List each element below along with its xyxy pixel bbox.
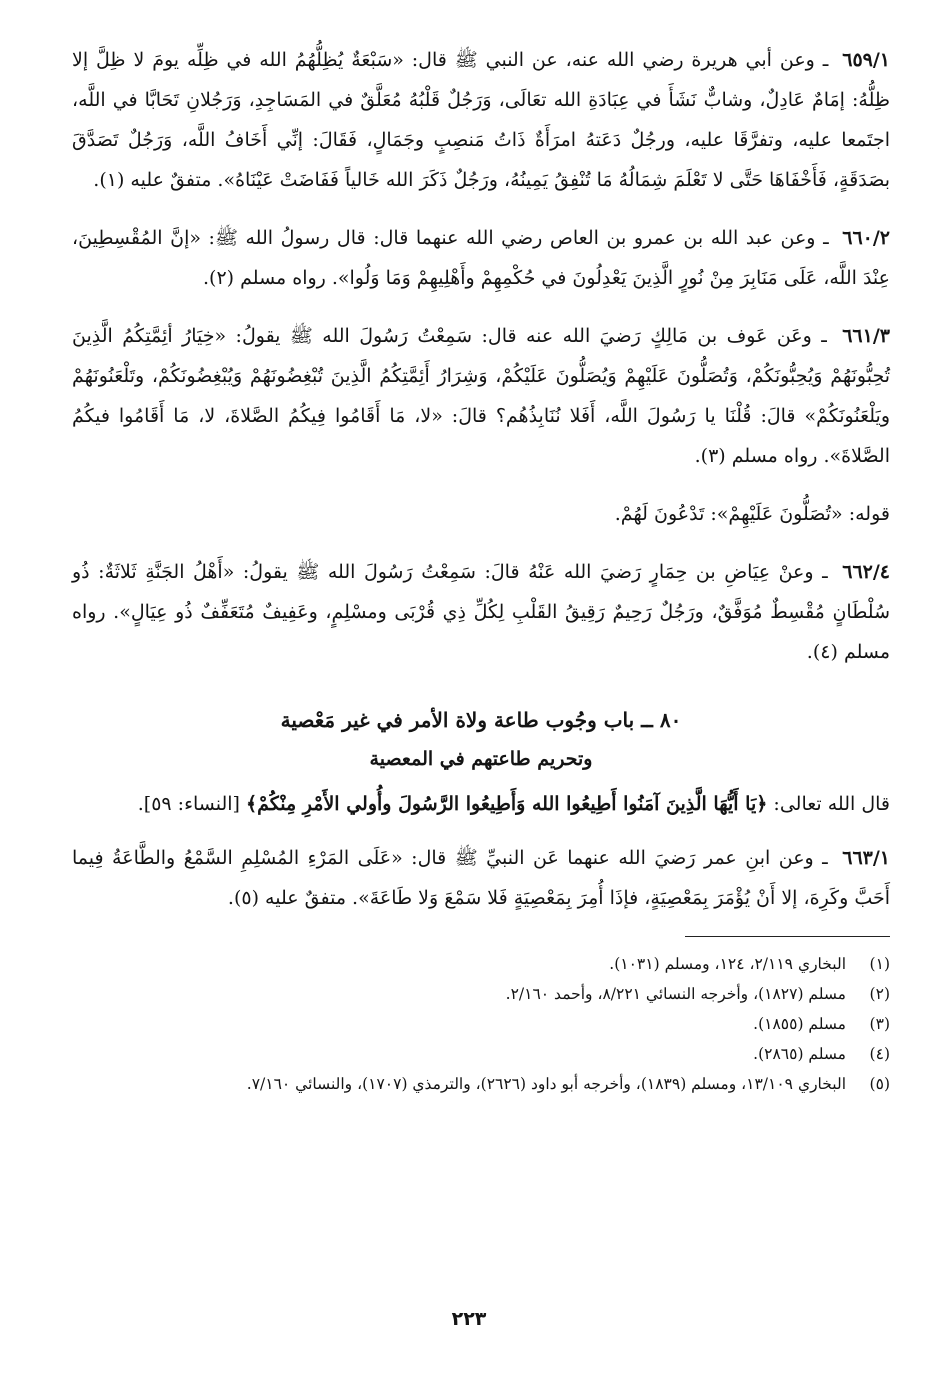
hadith-number: ٦٦٣/١ [842, 847, 891, 869]
footnote-number: (٢) [869, 985, 890, 1003]
hadith-number: ٦٦٠/٢ [842, 227, 890, 249]
footnote [72, 1069, 890, 1099]
hadith-text: ـ وعَن عَوف بن مَالِكٍ رَضيَ الله عنه قال: سَمِعْتُ رَسُولَ الله ﷺ يقولُ: «خِيَارُ أئِمَّتِكُمُ الَّذِينَ تُحِبُّونَهُمْ وَيُحِبُّونَكُمْ، وَتُصَلُّونَ عَلَيْهِمْ وَيُصَلُّونَ عَلَيْكُمْ، وَشِرَارُ أَئِمَّتِكُمُ الَّذِينَ تُبْغِضُونَهُمْ وَيُبْغِضُونَكُمْ، وتَلْعَنُونَهُمْ ويَلْعَنُونَكُمْ» قالَ: قُلْنَا يا رَسُولَ اللَّه، أَفَلا نُنَابِذُهُم؟ قالَ: «لا، مَا أَقَامُوا فِيكُمُ الصَّلاةَ، لا، مَا أَقَامُوا فيكُمُ الصَّلاةَ». رواه مسلم [72, 325, 890, 467]
footnote-ref[interactable]: (٤). [806, 641, 838, 663]
footnotes [72, 949, 890, 1099]
verse-text: ﴿يَا أَيُّهَا الَّذِينَ آمَنُوا أَطِيعُوا الله وَأَطِيعُوا الرَّسُولَ وأُولي الأَمْرِ مِنْكُمْ﴾ [246, 793, 768, 815]
chapter-title: ٨٠ ــ باب وجُوب طاعة ولاة الأمر في غير مَعْصية [280, 708, 682, 732]
page-number: ٢٢٣ [451, 1308, 487, 1330]
footnote-ref[interactable]: (٢). [203, 267, 235, 289]
footnote-text: البخاري ٢/١١٩، ١٢٤، ومسلم (١٠٣١). [609, 955, 846, 973]
footnote-divider [685, 936, 890, 937]
verse-source: [النساء: ٥٩]. [137, 793, 240, 815]
page-content [72, 40, 890, 1099]
verse-intro: قال الله تعالى: [773, 793, 890, 815]
hadith-text: ـ وعنْ عِيَاضِ بن حِمَارٍ رَضيَ الله عَنْهُ قالَ: سَمِعْتُ رَسُولَ الله ﷺ يقولُ: «أَهْلُ الجَنَّةِ ثَلاثَةٌ: ذُو سُلْطَانٍ مُقْسِطٌ مُوَفَّقٌ، ورَجُلٌ رَحِيمٌ رَقِيقُ القَلْبِ لِكُلِّ ذِي قُرْبَى ومسْلِمٍ، وعَفِيفٌ مُتَعَفِّفٌ ذُو عِيَالٍ». رواه مسلم [72, 561, 890, 663]
hadith-text: ـ وعن ابنِ عمر رَضيَ الله عنهما عَن النبيِّ ﷺ قال: «عَلَى المَرْءِ المُسْلِمِ السَّمْعُ والطَّاعَةُ فِيما أَحَبَّ وكَرِهَ، إلا أَنْ يُؤْمَرَ بِمَعْصِيَةٍ، فإذَا أُمِرَ بِمَعْصِيَةٍ فَلا سَمْعَ وَلا طَاعَةَ». متفقٌ عليه [72, 847, 890, 909]
footnote-text: البخاري ١٣/١٠٩، ومسلم (١٨٣٩)، وأخرجه أبو داود (٢٦٢٦)، والترمذي (١٧٠٧)، والنسائي ٧/١٦٠. [246, 1075, 846, 1093]
footnote-ref[interactable]: (١). [93, 169, 125, 191]
footnote-ref[interactable]: (٣). [694, 445, 726, 467]
hadith-number: ٦٦٢/٤ [842, 561, 890, 583]
footnote [72, 1009, 890, 1039]
footnote-number: (١) [869, 955, 890, 973]
footnote [72, 949, 890, 979]
hadith-text: ـ وعن أبي هريرة رضي الله عنه، عن النبي ﷺ قال: «سَبْعَةٌ يُظِلُّهُمُ الله في ظِلِّه يومَ لا ظِلَّ إلا ظِلُّهُ: إمَامٌ عَادِلٌ، وشابٌّ نَشَأَ في عِبَادَةِ الله تعَالَى، وَرَجُلٌ قَلْبُهُ مُعَلَّقٌ في المَسَاجِدِ، وَرَجُلانِ تَحَابَّا في اللَّه، اجتَمعا عليه، وتفرَّقَا عليه، ورجُلٌ دَعَتهُ امرَأَةٌ ذَاتُ مَنصِبٍ وجَمَالٍ، فَقَالَ: إنِّي أَخَافُ اللَّه، وَرَجُلٌ تَصَدَّقَ بصَدَقَةٍ، فَأَخْفَاهَا حَتَّى لا تَعْلَمَ شِمَالُهُ مَا تُنْفِقُ يَمِينُهُ، ورَجُلٌ ذَكَرَ الله خَالياً فَفَاضَتْ عَيْنَاهُ». متفقٌ عليه [72, 49, 890, 191]
footnote-text: مسلم (٢٨٦٥). [753, 1045, 846, 1063]
chapter-subtitle: وتحريم طاعتهم في المعصية [369, 748, 593, 770]
footnote-text: مسلم (١٨٥٥). [753, 1015, 846, 1033]
hadith-number: ٦٦١/٣ [842, 325, 890, 347]
footnote-ref[interactable]: (٥). [227, 887, 259, 909]
hadith-662 [72, 552, 890, 672]
footnote-number: (٤) [869, 1045, 890, 1063]
footnote-number: (٥) [869, 1075, 890, 1093]
hadith-660 [72, 218, 890, 298]
hadith-663 [72, 838, 890, 918]
commentary: قوله: «تُصَلُّونَ عَلَيْهِمْ»: تَدْعُونَ لَهُمْ. [614, 503, 890, 525]
hadith-number: ٦٥٩/١ [842, 49, 891, 71]
hadith-659 [72, 40, 890, 200]
footnote [72, 979, 890, 1009]
hadith-661 [72, 316, 890, 476]
hadith-text: ـ وعن عبد الله بن عمرو بن العاص رضي الله عنهما قال: قال رسولُ الله ﷺ: «إنَّ المُقْسِطِينَ، عِنْدَ اللَّه، عَلَى مَنَابِرَ مِنْ نُورٍ الَّذِينَ يَعْدِلُونَ في حُكْمِهِمْ وأَهْلِيهِمْ وَمَا وَلُوا». رواه مسلم [72, 227, 890, 289]
quran-verse [72, 784, 890, 824]
footnote-text: مسلم (١٨٢٧)، وأخرجه النسائي ٨/٢٢١، وأحمد ٢/١٦٠. [505, 985, 846, 1003]
footnote [72, 1039, 890, 1069]
footnote-number: (٣) [869, 1015, 890, 1033]
